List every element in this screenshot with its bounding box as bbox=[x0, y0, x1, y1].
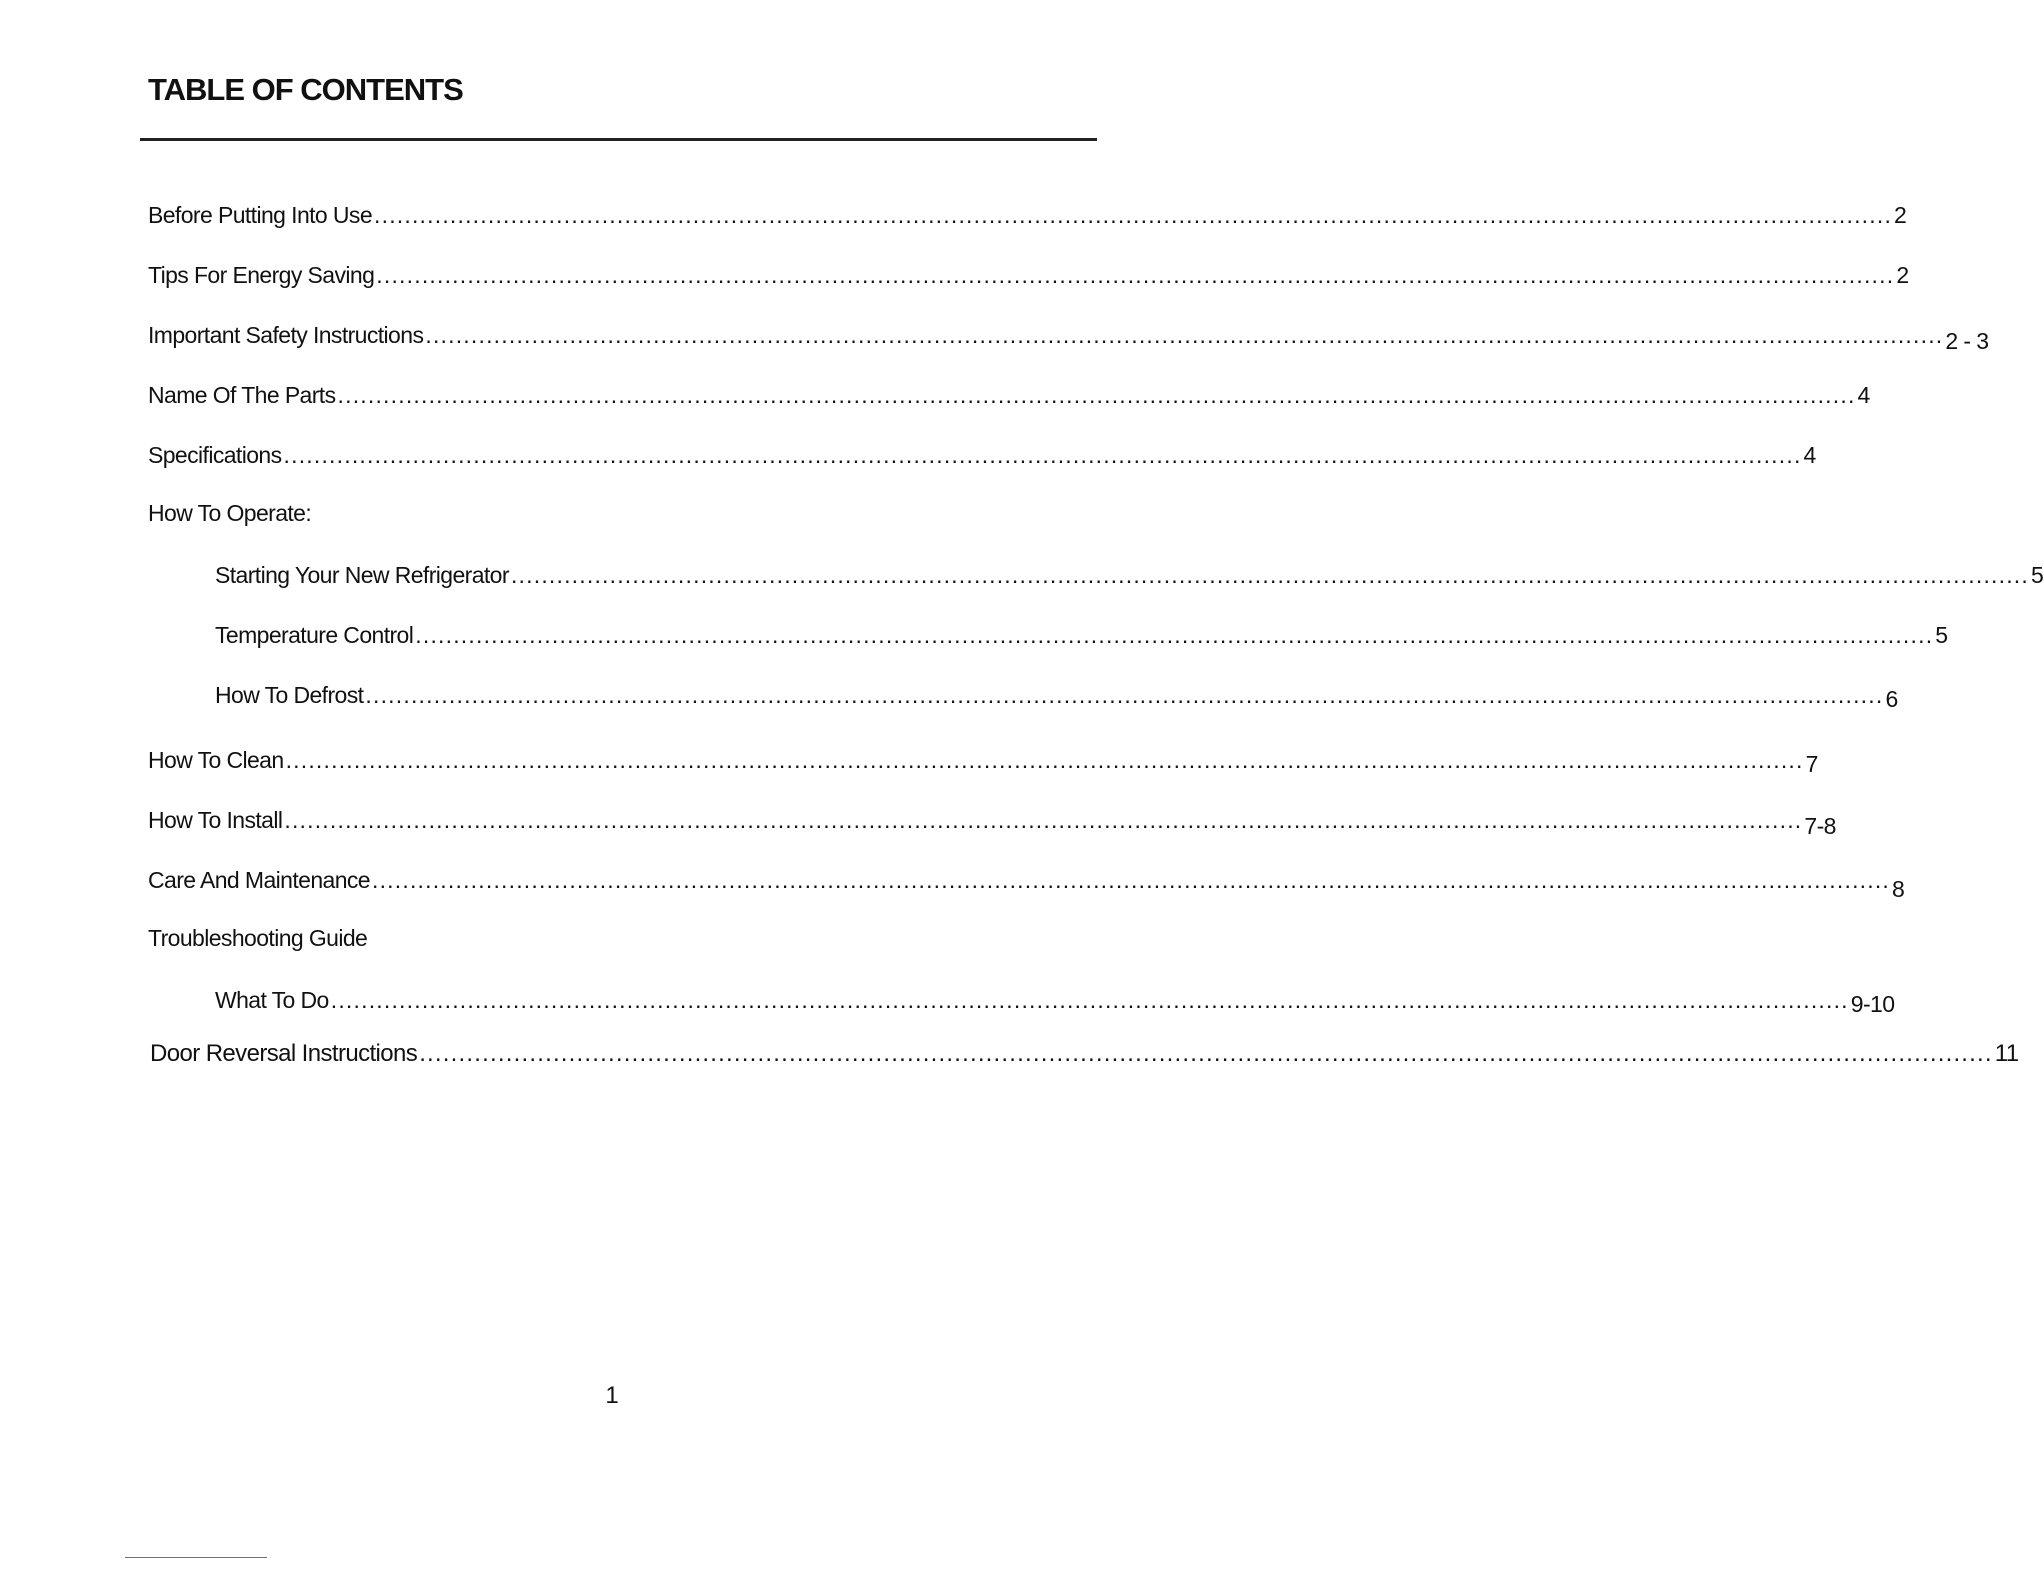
dot-leader: ........................................................................................................................................................................................................ bbox=[284, 807, 1803, 833]
toc-entry-install[interactable] bbox=[148, 800, 1836, 839]
toc-label: Care And Maintenance bbox=[148, 867, 370, 893]
toc-page-number: 5 bbox=[2030, 562, 2043, 588]
dot-leader: ........................................................................................................................................................................................................ bbox=[374, 202, 1893, 228]
dot-leader: ........................................................................................................................................................................................................ bbox=[376, 262, 1895, 288]
dot-leader: ........................................................................................................................................................................................................ bbox=[419, 1040, 1993, 1067]
toc-label: How To Defrost bbox=[215, 682, 364, 708]
toc-page-number: 7 bbox=[1805, 751, 1818, 777]
toc-label: How To Clean bbox=[148, 747, 284, 773]
toc-entry-what-to-do[interactable] bbox=[215, 980, 1895, 1017]
toc-label: Important Safety Instructions bbox=[148, 322, 424, 348]
toc-page-number: 6 bbox=[1885, 686, 1898, 712]
toc-page-number: 4 bbox=[1803, 442, 1816, 468]
toc-label: Temperature Control bbox=[215, 622, 414, 648]
toc-entry-door-reversal[interactable] bbox=[150, 1034, 2019, 1068]
toc-label: Starting Your New Refrigerator bbox=[215, 562, 509, 588]
toc-page-number: 11 bbox=[1994, 1040, 2019, 1067]
dot-leader: ........................................................................................................................................................................................................ bbox=[425, 322, 1944, 348]
toc-entry-clean[interactable] bbox=[148, 740, 1818, 777]
dot-leader: ........................................................................................................................................................................................................ bbox=[330, 987, 1849, 1013]
toc-entry-defrost[interactable] bbox=[215, 675, 1898, 712]
toc-label: Before Putting Into Use bbox=[148, 202, 373, 228]
toc-label: Tips For Energy Saving bbox=[148, 262, 375, 288]
dot-leader: ........................................................................................................................................................................................................ bbox=[415, 622, 1934, 648]
dot-leader: ........................................................................................................................................................................................................ bbox=[372, 867, 1891, 893]
page-title: TABLE OF CONTENTS bbox=[148, 72, 463, 107]
heading-divider bbox=[140, 138, 1097, 141]
dot-leader: ........................................................................................................................................................................................................ bbox=[365, 682, 1884, 708]
toc-entry-starting[interactable] bbox=[215, 555, 2043, 589]
toc-section-how-to-operate[interactable]: How To Operate: bbox=[148, 500, 312, 526]
toc-page-number: 5 bbox=[1935, 622, 1948, 648]
toc-entry-care[interactable] bbox=[148, 860, 1905, 902]
toc-entry-before-use[interactable] bbox=[148, 195, 1907, 229]
toc-label: What To Do bbox=[215, 987, 329, 1013]
toc-label: How To Install bbox=[148, 807, 283, 833]
toc-entry-energy-saving[interactable] bbox=[148, 255, 1909, 289]
dot-leader: ........................................................................................................................................................................................................ bbox=[337, 382, 1856, 408]
toc-label: Specifications bbox=[148, 442, 282, 468]
dot-leader: ........................................................................................................................................................................................................ bbox=[510, 562, 2029, 588]
link-underline[interactable] bbox=[125, 1557, 267, 1558]
toc-page-number: 9-10 bbox=[1850, 991, 1895, 1017]
toc-entry-parts[interactable] bbox=[148, 375, 1870, 409]
toc-entry-specifications[interactable] bbox=[148, 435, 1816, 469]
toc-page-number: 2 bbox=[1894, 202, 1907, 228]
toc-label: Door Reversal Instructions bbox=[150, 1040, 418, 1067]
toc-page-number: 8 bbox=[1892, 876, 1905, 902]
toc-page-number: 2 - 3 bbox=[1945, 328, 1989, 354]
toc-page-number: 4 bbox=[1857, 382, 1870, 408]
toc-label: Name Of The Parts bbox=[148, 382, 336, 408]
toc-entry-temperature[interactable] bbox=[215, 615, 1948, 649]
page-number: 1 bbox=[605, 1382, 619, 1409]
toc-section-troubleshooting[interactable]: Troubleshooting Guide bbox=[148, 925, 368, 951]
dot-leader: ........................................................................................................................................................................................................ bbox=[283, 442, 1802, 468]
toc-page-number: 2 bbox=[1896, 262, 1909, 288]
toc-page-number: 7-8 bbox=[1804, 813, 1836, 839]
toc-entry-safety[interactable] bbox=[148, 315, 1989, 354]
dot-leader: ........................................................................................................................................................................................................ bbox=[285, 747, 1804, 773]
